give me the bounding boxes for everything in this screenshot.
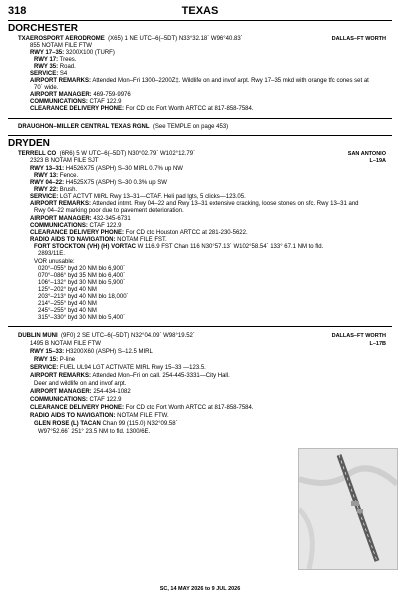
page-header	[0, 0, 400, 22]
communications: COMMUNICATIONS: CTAF 122.9	[30, 99, 122, 105]
section-rule	[8, 326, 392, 327]
vor-unusable-item: 315°–330° byd 30 NM blo 5,400´	[38, 315, 126, 321]
page-title: TEXAS	[181, 5, 219, 17]
communications: COMMUNICATIONS: CTAF 122.9	[30, 223, 122, 229]
city-heading-dryden: DRYDEN	[8, 138, 50, 149]
clearance-phone: CLEARANCE DELIVERY PHONE: For CD ctc Houston ARTCC at 281-230-5622.	[30, 230, 248, 236]
airport-entry-dublin: DUBLIN MUNI (9F0) 2 SE UTC–6(–5DT) N32°04.09´ W98°19.52´	[18, 333, 195, 339]
runway-line: RWY 13–31: H4526X75 (ASPH) S–30 MIRL 0.7% up NW	[30, 166, 183, 172]
section-rule	[8, 135, 392, 136]
airport-entry-txaerosport: TXAEROSPORT AERODROME (X65) 1 NE UTC–6(–5DT) N33°32.18´ W96°40.83´	[18, 36, 243, 42]
runway-line: RWY 17–35: 3200X100 (TURF)	[30, 50, 115, 56]
vor-unusable-item: 106°–132° byd 30 NM blo 5,900´	[38, 280, 126, 286]
vor-unusable-heading: VOR unusable:	[34, 259, 75, 265]
tacan-line-cont: W97°52.66´ 251° 23.5 NM to fld. 1300/6E.	[38, 429, 151, 435]
chart-label: L–17B	[369, 341, 386, 347]
airport-remarks-cont: Rwy 04–22 marking poor due to pavement deterioration.	[34, 208, 184, 214]
sectional-label: SAN ANTONIO	[347, 151, 386, 157]
runway-end-line: RWY 15: P-line	[34, 357, 76, 363]
elevation-notam: 2323 B NOTAM FILE SJT	[30, 158, 99, 164]
tacan-line: GLEN ROSE (L) TACAN Chan 99 (115.0) N32°09.58´	[34, 421, 178, 427]
runway-end-line: RWY 22: Brush.	[34, 187, 78, 193]
sectional-label: DALLAS–FT WORTH	[331, 333, 386, 339]
runway-end-line: RWY 13: Fence.	[34, 173, 79, 179]
airport-manager: AIRPORT MANAGER: 254-434-1082	[30, 389, 131, 395]
airport-diagram-image	[298, 448, 398, 570]
header-rule	[8, 20, 392, 21]
chart-label: L–19A	[369, 158, 386, 164]
sectional-label: DALLAS–FT WORTH	[331, 36, 386, 42]
airport-manager: AIRPORT MANAGER: 469-759-9976	[30, 92, 131, 98]
vor-unusable-item: 203°–213° byd 40 NM blo 18,000´	[38, 294, 129, 300]
service-line: SERVICE: LGT ACTVT MIRL Rwy 13–31—CTAF. Heli pad lgts, 5 clicks—123.05.	[30, 194, 246, 200]
radio-aids: RADIO AIDS TO NAVIGATION: NOTAM FILE FTW.	[30, 413, 169, 419]
radio-aids: RADIO AIDS TO NAVIGATION: NOTAM FILE FST.	[30, 237, 167, 243]
vortac-line-cont: 2893/11E.	[38, 251, 65, 257]
airport-entry-terrell: TERRELL CO (6R6) 5 W UTC–6(–5DT) N30°02.79´ W102°12.79´	[18, 151, 196, 157]
section-rule	[8, 118, 392, 119]
cross-reference: DRAUGHON–MILLER CENTRAL TEXAS RGNL (See TEMPLE on page 453)	[18, 124, 229, 130]
airport-remarks-cont: Deer and wildlife on and invof arpt.	[34, 381, 127, 387]
airport-remarks-cont: 70´ wide.	[34, 85, 59, 91]
service-line: SERVICE: FUEL UL94 LGT ACTIVATE MIRL Rwy 15–33 —123.5.	[30, 365, 206, 371]
airport-diagram-drawing	[299, 449, 397, 569]
clearance-phone: CLEARANCE DELIVERY PHONE: For CD ctc Fort Worth ARTCC at 817-858-7584.	[30, 405, 254, 411]
page-footer: SC, 14 MAY 2026 to 9 JUL 2026	[159, 586, 241, 592]
communications: COMMUNICATIONS: CTAF 122.9	[30, 397, 122, 403]
runway-end-line: RWY 17: Trees.	[34, 57, 77, 63]
airport-remarks: AIRPORT REMARKS: Attended intmt. Rwy 04–22 and Rwy 13–31 extensive cracking, loose stones on sfc. Rwy 13–31 and	[30, 201, 359, 207]
vor-unusable-item: 125°–202° byd 40 NM	[38, 287, 97, 293]
runway-line: RWY 15–33: H3200X60 (ASPH) S–12.5 MIRL	[30, 349, 153, 355]
city-heading-dorchester: DORCHESTER	[8, 23, 79, 34]
vor-unusable-item: 020°–055° byd 20 NM blo 6,900´	[38, 266, 126, 272]
elevation-notam: 1495 B NOTAM FILE FTW	[30, 341, 101, 347]
vor-unusable-item: 214°–255° byd 40 NM	[38, 301, 97, 307]
airport-remarks: AIRPORT REMARKS: Attended Mon–Fri on call. 254-445-3331—City Hall.	[30, 373, 230, 379]
page-number: 318	[8, 5, 27, 17]
vortac-line: FORT STOCKTON (VH) (H) VORTAC W 116.9 FST Chan 116 N30°57.13´ W102°58.54´ 133° 67.1 NM to fld.	[34, 244, 324, 250]
vor-unusable-item: 245°–255° byd 40 NM	[38, 308, 97, 314]
clearance-phone: CLEARANCE DELIVERY PHONE: For CD ctc Fort Worth ARTCC at 817-858-7584.	[30, 106, 254, 112]
vor-unusable-item: 070°–086° byd 35 NM blo 6,400´	[38, 273, 126, 279]
runway-line: RWY 04–22: H4525X75 (ASPH) S–30 0.3% up SW	[30, 180, 167, 186]
service-line: SERVICE: S4	[30, 71, 68, 77]
airport-remarks: AIRPORT REMARKS: Attended Mon–Fri 1300–2200Z‡. Wildlife on and invof arpt. Rwy 17–35 mkd with orange tfc cones set at	[30, 78, 369, 84]
elevation-notam: 855 NOTAM FILE FTW	[30, 43, 92, 49]
runway-end-line: RWY 35: Road.	[34, 64, 76, 70]
airport-manager: AIRPORT MANAGER: 432-345-6731	[30, 216, 131, 222]
